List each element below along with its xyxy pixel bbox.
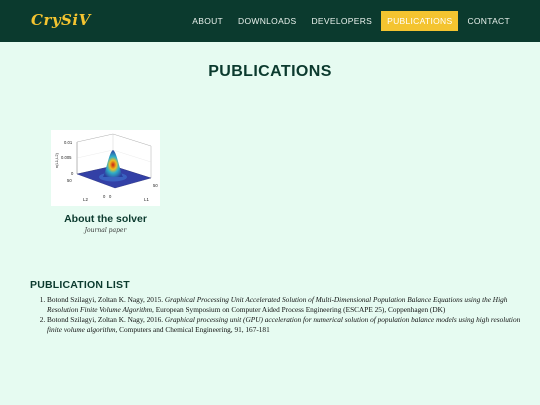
- publication-title: Graphical Processing Unit Accelerated Solution of Multi-Dimensional Population Balance Equations using the High Resolution Finite Volume Algorithm,: [47, 295, 508, 314]
- y-tick-label: 50: [153, 183, 158, 188]
- nav-item-publications[interactable]: PUBLICATIONS: [381, 11, 458, 31]
- publication-venue: Computers and Chemical Engineering, 91, 167-181: [119, 325, 270, 334]
- card-title[interactable]: About the solver: [64, 213, 147, 225]
- z-tick-label: 0: [71, 171, 74, 176]
- nav-item-downloads[interactable]: DOWNLOADS: [238, 16, 297, 26]
- z-tick-label: 0.01: [64, 140, 73, 145]
- z-tick-label: 0.005: [61, 155, 72, 160]
- top-navigation-bar: [0, 0, 540, 42]
- origin-tick-label: 0: [103, 194, 106, 199]
- x-tick-label: 50: [67, 178, 72, 183]
- publication-authors: Botond Szilagyi, Zoltan K. Nagy, 2015.: [47, 295, 164, 304]
- publication-title: Graphical processing unit (GPU) acceleration for numerical solution of population balance models using high resolution finite volume algorithm,: [47, 315, 521, 334]
- site-logo[interactable]: CrySiV: [31, 11, 91, 29]
- page-title: PUBLICATIONS: [208, 63, 332, 80]
- card-subtitle: Journal paper: [84, 227, 127, 234]
- main-nav: [186, 11, 540, 31]
- publication-list-heading: PUBLICATION LIST: [30, 279, 130, 291]
- nav-item-developers[interactable]: DEVELOPERS: [311, 16, 373, 26]
- publication-authors: Botond Szilagyi, Zoltan K. Nagy, 2016.: [47, 315, 164, 324]
- nav-item-contact[interactable]: CONTACT: [467, 16, 510, 26]
- x-axis-label: L2: [83, 197, 88, 202]
- surface-plot-image: [51, 130, 160, 206]
- publication-list: [30, 295, 531, 335]
- y-axis-label: L1: [144, 197, 149, 202]
- publication-venue: European Symposium on Computer Aided Process Engineering (ESCAPE 25), Coppenhagen (DK): [155, 305, 446, 314]
- origin-tick-label: 0: [109, 194, 112, 199]
- publication-item: [47, 295, 531, 315]
- z-axis-label: n(L1,L2): [54, 153, 59, 168]
- nav-item-about[interactable]: ABOUT: [192, 16, 224, 26]
- publication-item: [47, 315, 531, 335]
- publication-thumbnail[interactable]: [51, 130, 160, 206]
